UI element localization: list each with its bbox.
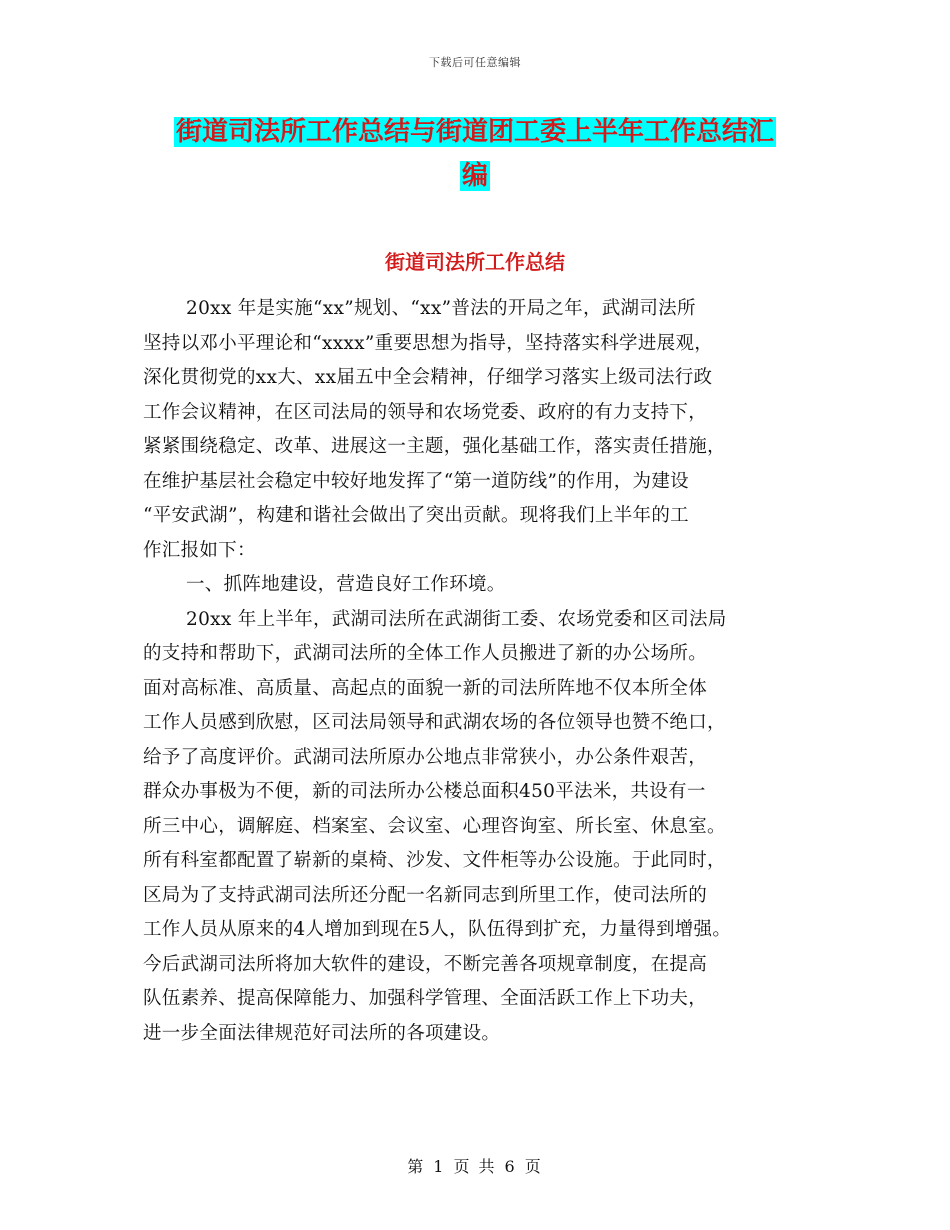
body-line: 坚持以邓小平理论和“xxxx”重要思想为指导，坚持落实科学进展观， [143,332,714,354]
body-line: 区局为了支持武湖司法所还分配一名新同志到所里工作，使司法所的 [143,884,708,906]
body-line: “平安武湖”，构建和谐社会做出了突出贡献。现将我们上半年的工 [143,505,689,526]
footer-total-pages: 6 [504,1157,517,1176]
body-line: 紧紧围绕稳定、改革、进展这一主题，强化基础工作，落实责任措施， [143,436,726,457]
body-line: 所有科室都配置了崭新的桌椅、沙发、文件柜等办公设施。于此同时， [143,850,726,871]
body-line: 20xx 年是实施“xx”规划、“xx”普法的开局之年，武湖司法所 [186,298,696,319]
body-line: 深化贯彻党的xx大、xx届五中全会精神，仔细学习落实上级司法行政 [143,367,713,388]
body-line: 20xx 年上半年，武湖司法所在武湖街工委、农场党委和区司法局 [186,608,727,630]
footer-page-number: 1 [433,1157,446,1176]
body-line: 队伍素养、提高保障能力、加强科学管理、全面活跃工作上下功夫， [143,988,708,1009]
section-title: 街道司法所工作总结 [385,250,565,274]
body-line: 工作人员从原来的4人增加到现在5人，队伍得到扩充，力量得到增强。 [143,919,732,940]
page-footer [0,1154,950,1177]
footer-suffix: 页 [524,1157,543,1176]
body-line: 一、抓阵地建设，营造良好工作环境。 [186,574,506,595]
footer-middle: 页 共 [453,1157,497,1176]
header-note: 下载后可任意编辑 [429,56,521,69]
body-line: 工作会议精神，在区司法局的领导和农场党委、政府的有力支持下， [143,401,708,423]
body-line: 给予了高度评价。武湖司法所原办公地点非常狭小，办公条件艰苦， [143,746,708,768]
body-paragraphs [143,292,833,1051]
document-title [0,110,950,198]
document-title-line-1: 街道司法所工作总结与街道团工委上半年工作总结汇 [175,117,774,147]
body-line: 工作人员感到欣慰，区司法局领导和武湖农场的各位领导也赞不绝口， [143,712,726,733]
body-line: 面对高标准、高质量、高起点的面貌一新的司法所阵地不仅本所全体 [143,677,708,699]
body-line: 所三中心，调解庭、档案室、会议室、心理咨询室、所长室、休息室。 [143,815,726,837]
body-line: 今后武湖司法所将加大软件的建设，不断完善各项规章制度，在提高 [143,953,708,975]
body-line: 群众办事极为不便，新的司法所办公楼总面积450平法米，共设有一 [143,781,706,802]
body-line: 进一步全面法律规范好司法所的各项建设。 [143,1022,501,1044]
document-title-line-2: 编 [461,161,488,191]
footer-prefix: 第 [407,1157,426,1176]
body-line: 作汇报如下： [143,539,256,561]
body-line: 的支持和帮助下，武湖司法所的全体工作人员搬进了新的办公场所。 [143,643,708,664]
body-line: 在维护基层社会稳定中较好地发挥了“第一道防线”的作用，为建设 [143,470,689,492]
